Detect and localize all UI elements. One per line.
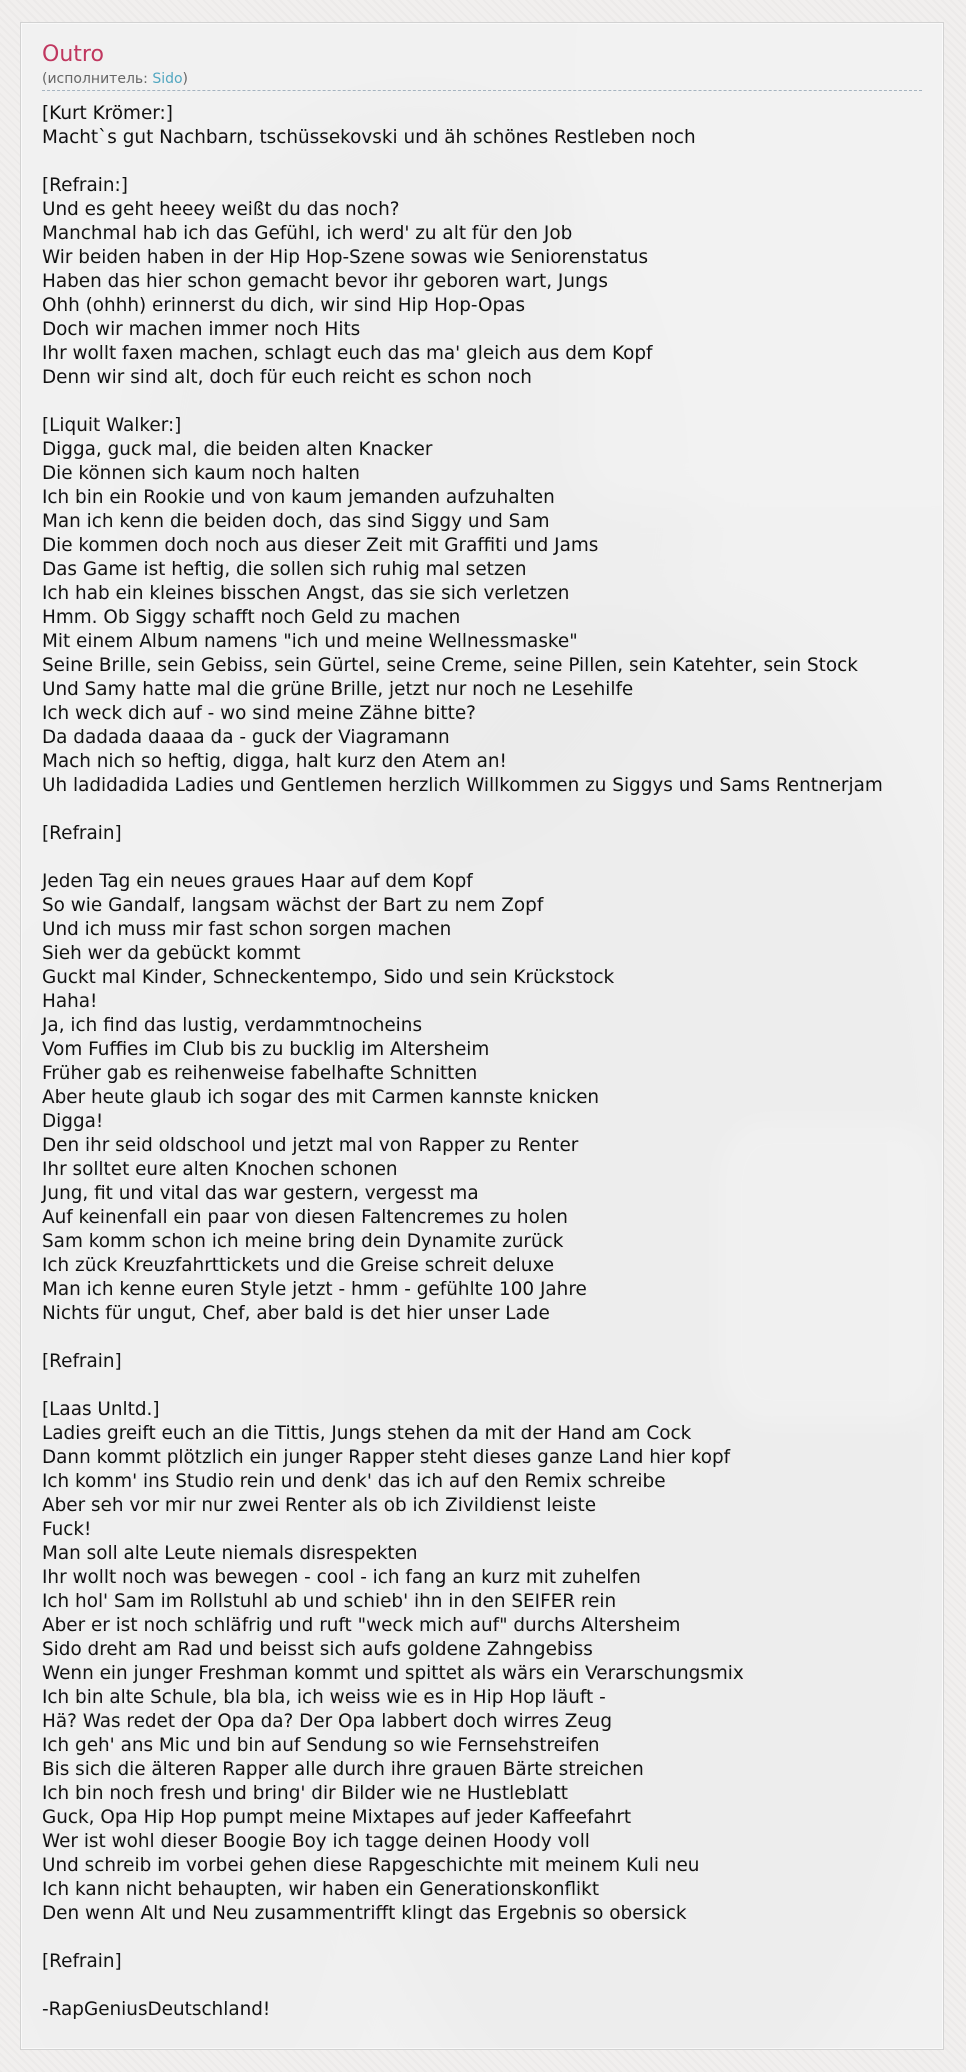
lyric-line: Wer ist wohl dieser Boogie Boy ich tagge deinen Hoody voll (42, 1831, 590, 1852)
blank-line (42, 150, 922, 174)
lyric-line: Wenn ein junger Freshman kommt und spittet als wärs ein Verarschungsmix (42, 1663, 744, 1684)
lyric-line: Da dadada daaaa da - guck der Viagramann (42, 727, 450, 748)
lyric-line: [Refrain] (42, 1951, 122, 1972)
lyric-line: Ihr wollt faxen machen, schlagt euch das ma' gleich aus dem Kopf (42, 343, 653, 364)
lyric-line: Das Game ist heftig, die sollen sich ruhig mal setzen (42, 559, 527, 580)
song-title: Outro (42, 42, 104, 67)
lyric-line: Digga, guck mal, die beiden alten Knacker (42, 439, 433, 460)
blank-line (42, 1926, 922, 1950)
lyric-line: Die kommen doch noch aus dieser Zeit mit Graffiti und Jams (42, 535, 599, 556)
lyric-line: Nichts für ungut, Chef, aber bald is det hier unser Lade (42, 1303, 550, 1324)
lyric-line: Hmm. Ob Siggy schafft noch Geld zu machen (42, 607, 461, 628)
lyric-line: [Laas Unltd.] (42, 1399, 160, 1420)
lyric-line: Sam komm schon ich meine bring dein Dynamite zurück (42, 1231, 564, 1252)
lyric-line: Ladies greift euch an die Tittis, Jungs stehen da mit der Hand am Cock (42, 1423, 692, 1444)
lyric-line: Ich bin noch fresh und bring' dir Bilder wie ne Hustleblatt (42, 1783, 569, 1804)
title-divider (42, 90, 922, 91)
lyric-line: Bis sich die älteren Rapper alle durch ihre grauen Bärte streichen (42, 1759, 644, 1780)
lyric-line: Vom Fuffies im Club bis zu bucklig im Altersheim (42, 1039, 490, 1060)
lyric-line: Den wenn Alt und Neu zusammentrifft klingt das Ergebnis so obersick (42, 1903, 687, 1924)
lyric-line: Ohh (ohhh) erinnerst du dich, wir sind Hip Hop-Opas (42, 295, 526, 316)
lyric-line: Hä? Was redet der Opa da? Der Opa labbert doch wirres Zeug (42, 1711, 613, 1732)
artist-link[interactable]: Sido (152, 71, 183, 87)
lyric-line: Fuck! (42, 1519, 92, 1540)
lyric-line: Sido dreht am Rad und beisst sich aufs goldene Zahngebiss (42, 1639, 593, 1660)
lyric-line: [Kurt Krömer:] (42, 103, 173, 124)
lyric-line: Jeden Tag ein neues graues Haar auf dem Kopf (42, 871, 473, 892)
artist-line (42, 70, 922, 88)
lyric-line: Und Samy hatte mal die grüne Brille, jetzt nur noch ne Lesehilfe (42, 679, 634, 700)
lyric-line: Die können sich kaum noch halten (42, 463, 360, 484)
lyric-line: Früher gab es reihenweise fabelhafte Schnitten (42, 1063, 478, 1084)
lyric-line: So wie Gandalf, langsam wächst der Bart zu nem Zopf (42, 895, 544, 916)
lyrics-text (42, 102, 922, 2022)
lyric-line: Sieh wer da gebückt kommt (42, 943, 301, 964)
artist-suffix: ) (182, 71, 189, 87)
lyric-line: Und ich muss mir fast schon sorgen machen (42, 919, 452, 940)
lyric-line: Und es geht heeey weißt du das noch? (42, 199, 400, 220)
lyric-line: Ich bin alte Schule, bla bla, ich weiss wie es in Hip Hop läuft - (42, 1687, 606, 1708)
lyric-line: [Refrain] (42, 823, 122, 844)
lyric-line: Ich hab ein kleines bisschen Angst, das sie sich verletzen (42, 583, 570, 604)
lyric-line: Aber heute glaub ich sogar des mit Carmen kannste knicken (42, 1087, 600, 1108)
lyric-line: Man ich kenn die beiden doch, das sind Siggy und Sam (42, 511, 550, 532)
lyric-line: Doch wir machen immer noch Hits (42, 319, 361, 340)
lyric-line: Haben das hier schon gemacht bevor ihr geboren wart, Jungs (42, 271, 608, 292)
lyric-line: Guck, Opa Hip Hop pumpt meine Mixtapes auf jeder Kaffeefahrt (42, 1807, 632, 1828)
lyric-line: Ich komm' ins Studio rein und denk' das ich auf den Remix schreibe (42, 1471, 666, 1492)
blank-line (42, 1974, 922, 1998)
lyric-line: Mach nich so heftig, digga, halt kurz den Atem an! (42, 751, 507, 772)
lyric-line: Mit einem Album namens "ich und meine Wellnessmaske" (42, 631, 578, 652)
lyric-line: Ich hol' Sam im Rollstuhl ab und schieb' ihn in den SEIFER rein (42, 1591, 617, 1612)
blank-line (42, 1326, 922, 1350)
lyric-line: Ich weck dich auf - wo sind meine Zähne bitte? (42, 703, 476, 724)
blank-line (42, 1374, 922, 1398)
lyric-line: Aber er ist noch schläfrig und ruft "weck mich auf" durchs Altersheim (42, 1615, 681, 1636)
lyric-line: -RapGeniusDeutschland! (42, 1999, 271, 2020)
lyric-line: Ihr solltet eure alten Knochen schonen (42, 1159, 398, 1180)
lyric-line: [Refrain:] (42, 175, 128, 196)
lyric-line: Ich zück Kreuzfahrttickets und die Greise schreit deluxe (42, 1255, 555, 1276)
lyric-line: Haha! (42, 991, 98, 1012)
blank-line (42, 846, 922, 870)
lyric-line: Man ich kenne euren Style jetzt - hmm - gefühlte 100 Jahre (42, 1279, 587, 1300)
lyric-line: Seine Brille, sein Gebiss, sein Gürtel, seine Creme, seine Pillen, sein Katehter, sein Stock (42, 655, 858, 676)
lyric-line: Man soll alte Leute niemals disrespekten (42, 1543, 418, 1564)
lyric-line: Ja, ich find das lustig, verdammtnocheins (42, 1015, 423, 1036)
lyrics-content (42, 40, 922, 2022)
lyric-line: Manchmal hab ich das Gefühl, ich werd' zu alt für den Job (42, 223, 573, 244)
lyric-line: [Refrain] (42, 1351, 122, 1372)
lyric-line: Dann kommt plötzlich ein junger Rapper steht dieses ganze Land hier kopf (42, 1447, 731, 1468)
blank-line (42, 390, 922, 414)
artist-prefix: (исполнитель: (42, 71, 153, 87)
lyric-line: Ich geh' ans Mic und bin auf Sendung so wie Fernsehstreifen (42, 1735, 600, 1756)
lyric-line: Auf keinenfall ein paar von diesen Faltencremes zu holen (42, 1207, 568, 1228)
lyric-line: Digga! (42, 1111, 104, 1132)
lyric-line: Jung, fit und vital das war gestern, vergesst ma (42, 1183, 479, 1204)
lyric-line: Wir beiden haben in der Hip Hop-Szene sowas wie Seniorenstatus (42, 247, 649, 268)
lyric-line: Guckt mal Kinder, Schneckentempo, Sido und sein Krückstock (42, 967, 615, 988)
lyric-line: Ihr wollt noch was bewegen - cool - ich fang an kurz mit zuhelfen (42, 1567, 641, 1588)
lyric-line: Ich bin ein Rookie und von kaum jemanden aufzuhalten (42, 487, 555, 508)
lyric-line: Aber seh vor mir nur zwei Renter als ob ich Zivildienst leiste (42, 1495, 597, 1516)
lyric-line: Denn wir sind alt, doch für euch reicht es schon noch (42, 367, 532, 388)
lyric-line: Macht`s gut Nachbarn, tschüssekovski und äh schönes Restleben noch (42, 127, 696, 148)
lyric-line: Uh ladidadida Ladies und Gentlemen herzlich Willkommen zu Siggys und Sams Rentnerjam (42, 775, 883, 796)
lyric-line: Und schreib im vorbei gehen diese Rapgeschichte mit meinem Kuli neu (42, 1855, 700, 1876)
lyric-line: Den ihr seid oldschool und jetzt mal von Rapper zu Renter (42, 1135, 579, 1156)
blank-line (42, 798, 922, 822)
lyric-line: [Liquit Walker:] (42, 415, 182, 436)
lyric-line: Ich kann nicht behaupten, wir haben ein Generationskonflikt (42, 1879, 600, 1900)
